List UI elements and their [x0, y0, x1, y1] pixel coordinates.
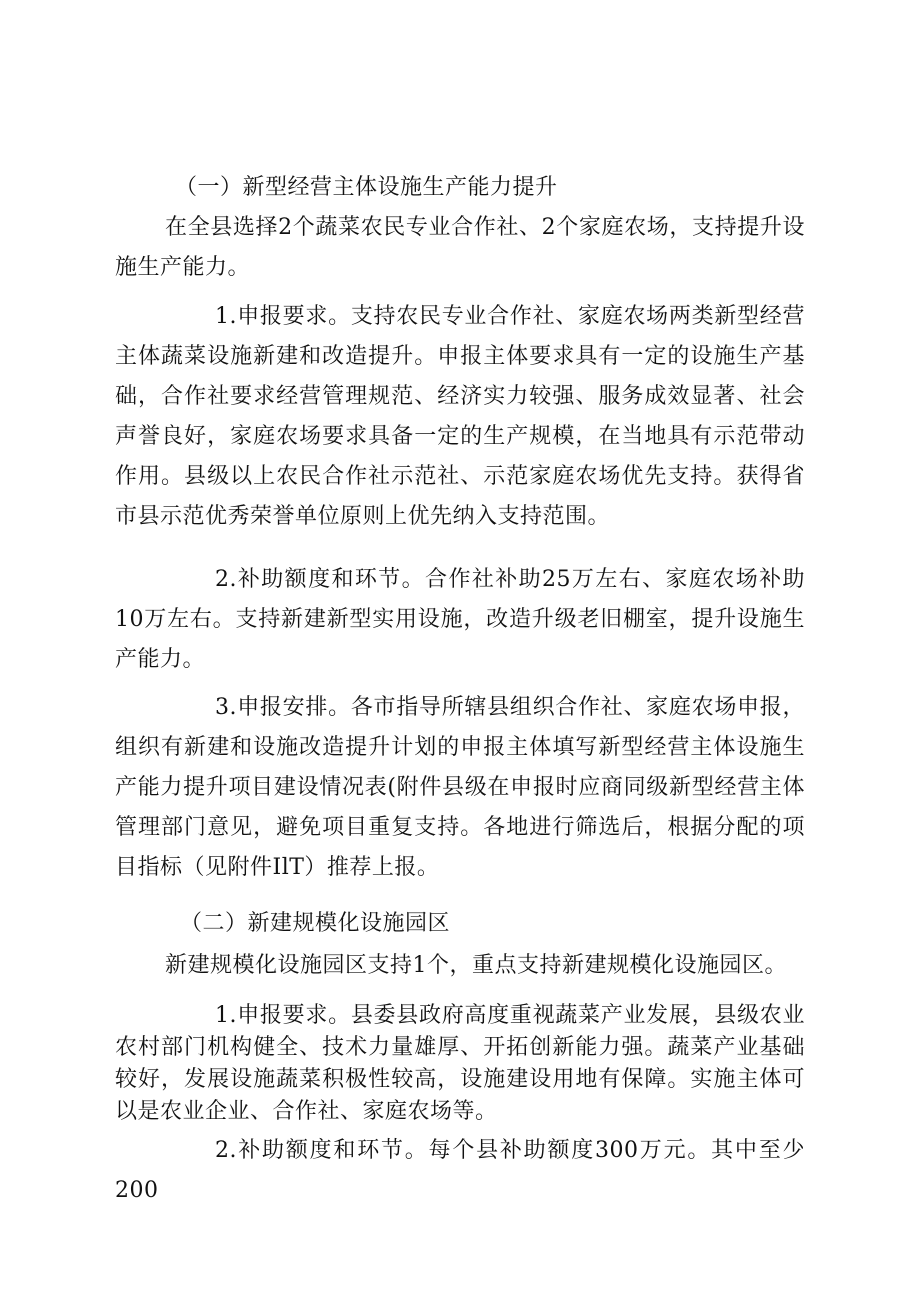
section1-item2: [115, 560, 805, 680]
section1-item3: [115, 688, 805, 888]
item-number: 1: [215, 304, 230, 329]
section1-intro: 在全县选择2个蔬菜农民专业合作社、2个家庭农场，支持提升设施生产能力。: [115, 215, 805, 280]
section2-item1: [115, 1000, 805, 1128]
item-text: .申报要求。县委县政府高度重视蔬菜产业发展，县级农业农村部门机构健全、技术力量雄厚、开拓创新能力强。蔬菜产业基础较好，发展设施蔬菜积极性较高，设施建设用地有保障。实施主体可以是农业企业、合作社、家庭农场等。: [115, 1003, 805, 1124]
item-number: 2: [215, 1138, 230, 1163]
section1-heading: （一）新型经营主体设施生产能力提升: [175, 175, 558, 200]
section1-item1: [115, 297, 805, 537]
item-number: 3: [215, 695, 230, 720]
item-number: 2: [215, 567, 230, 592]
item-text: .补助额度和环节。每个县补助额度300万元。其中至少200: [115, 1138, 805, 1203]
section2-intro: 新建规模化设施园区支持1个，重点支持新建规模化设施园区。: [165, 953, 787, 978]
item-text: .申报安排。各市指导所辖县组织合作社、家庭农场申报，组织有新建和设施改造提升计划的申报主体填写新型经营主体设施生产能力提升项目建设情况表(附件县级在申报时应商同级新型经营主体管理部门意见，避免项目重复支持。各地进行筛选后，根据分配的项目指标（见附件IlT）推荐上报。: [115, 695, 805, 880]
section2-heading: （二）新建规模化设施园区: [180, 911, 451, 936]
item-text: .补助额度和环节。合作社补助25万左右、家庭农场补助10万左右。支持新建新型实用设施，改造升级老旧棚室，提升设施生产能力。: [115, 567, 805, 672]
section2-item2: [115, 1131, 805, 1211]
item-number: 1: [215, 1003, 230, 1028]
item-text: .申报要求。支持农民专业合作社、家庭农场两类新型经营主体蔬菜设施新建和改造提升。申报主体要求具有一定的设施生产基础，合作社要求经营管理规范、经济实力较强、服务成效显著、社会声誉良好，家庭农场要求具备一定的生产规模，在当地具有示范带动作用。县级以上农民合作社示范社、示范家庭农场优先支持。获得省市县示范优秀荣誉单位原则上优先纳入支持范围。: [115, 304, 805, 529]
